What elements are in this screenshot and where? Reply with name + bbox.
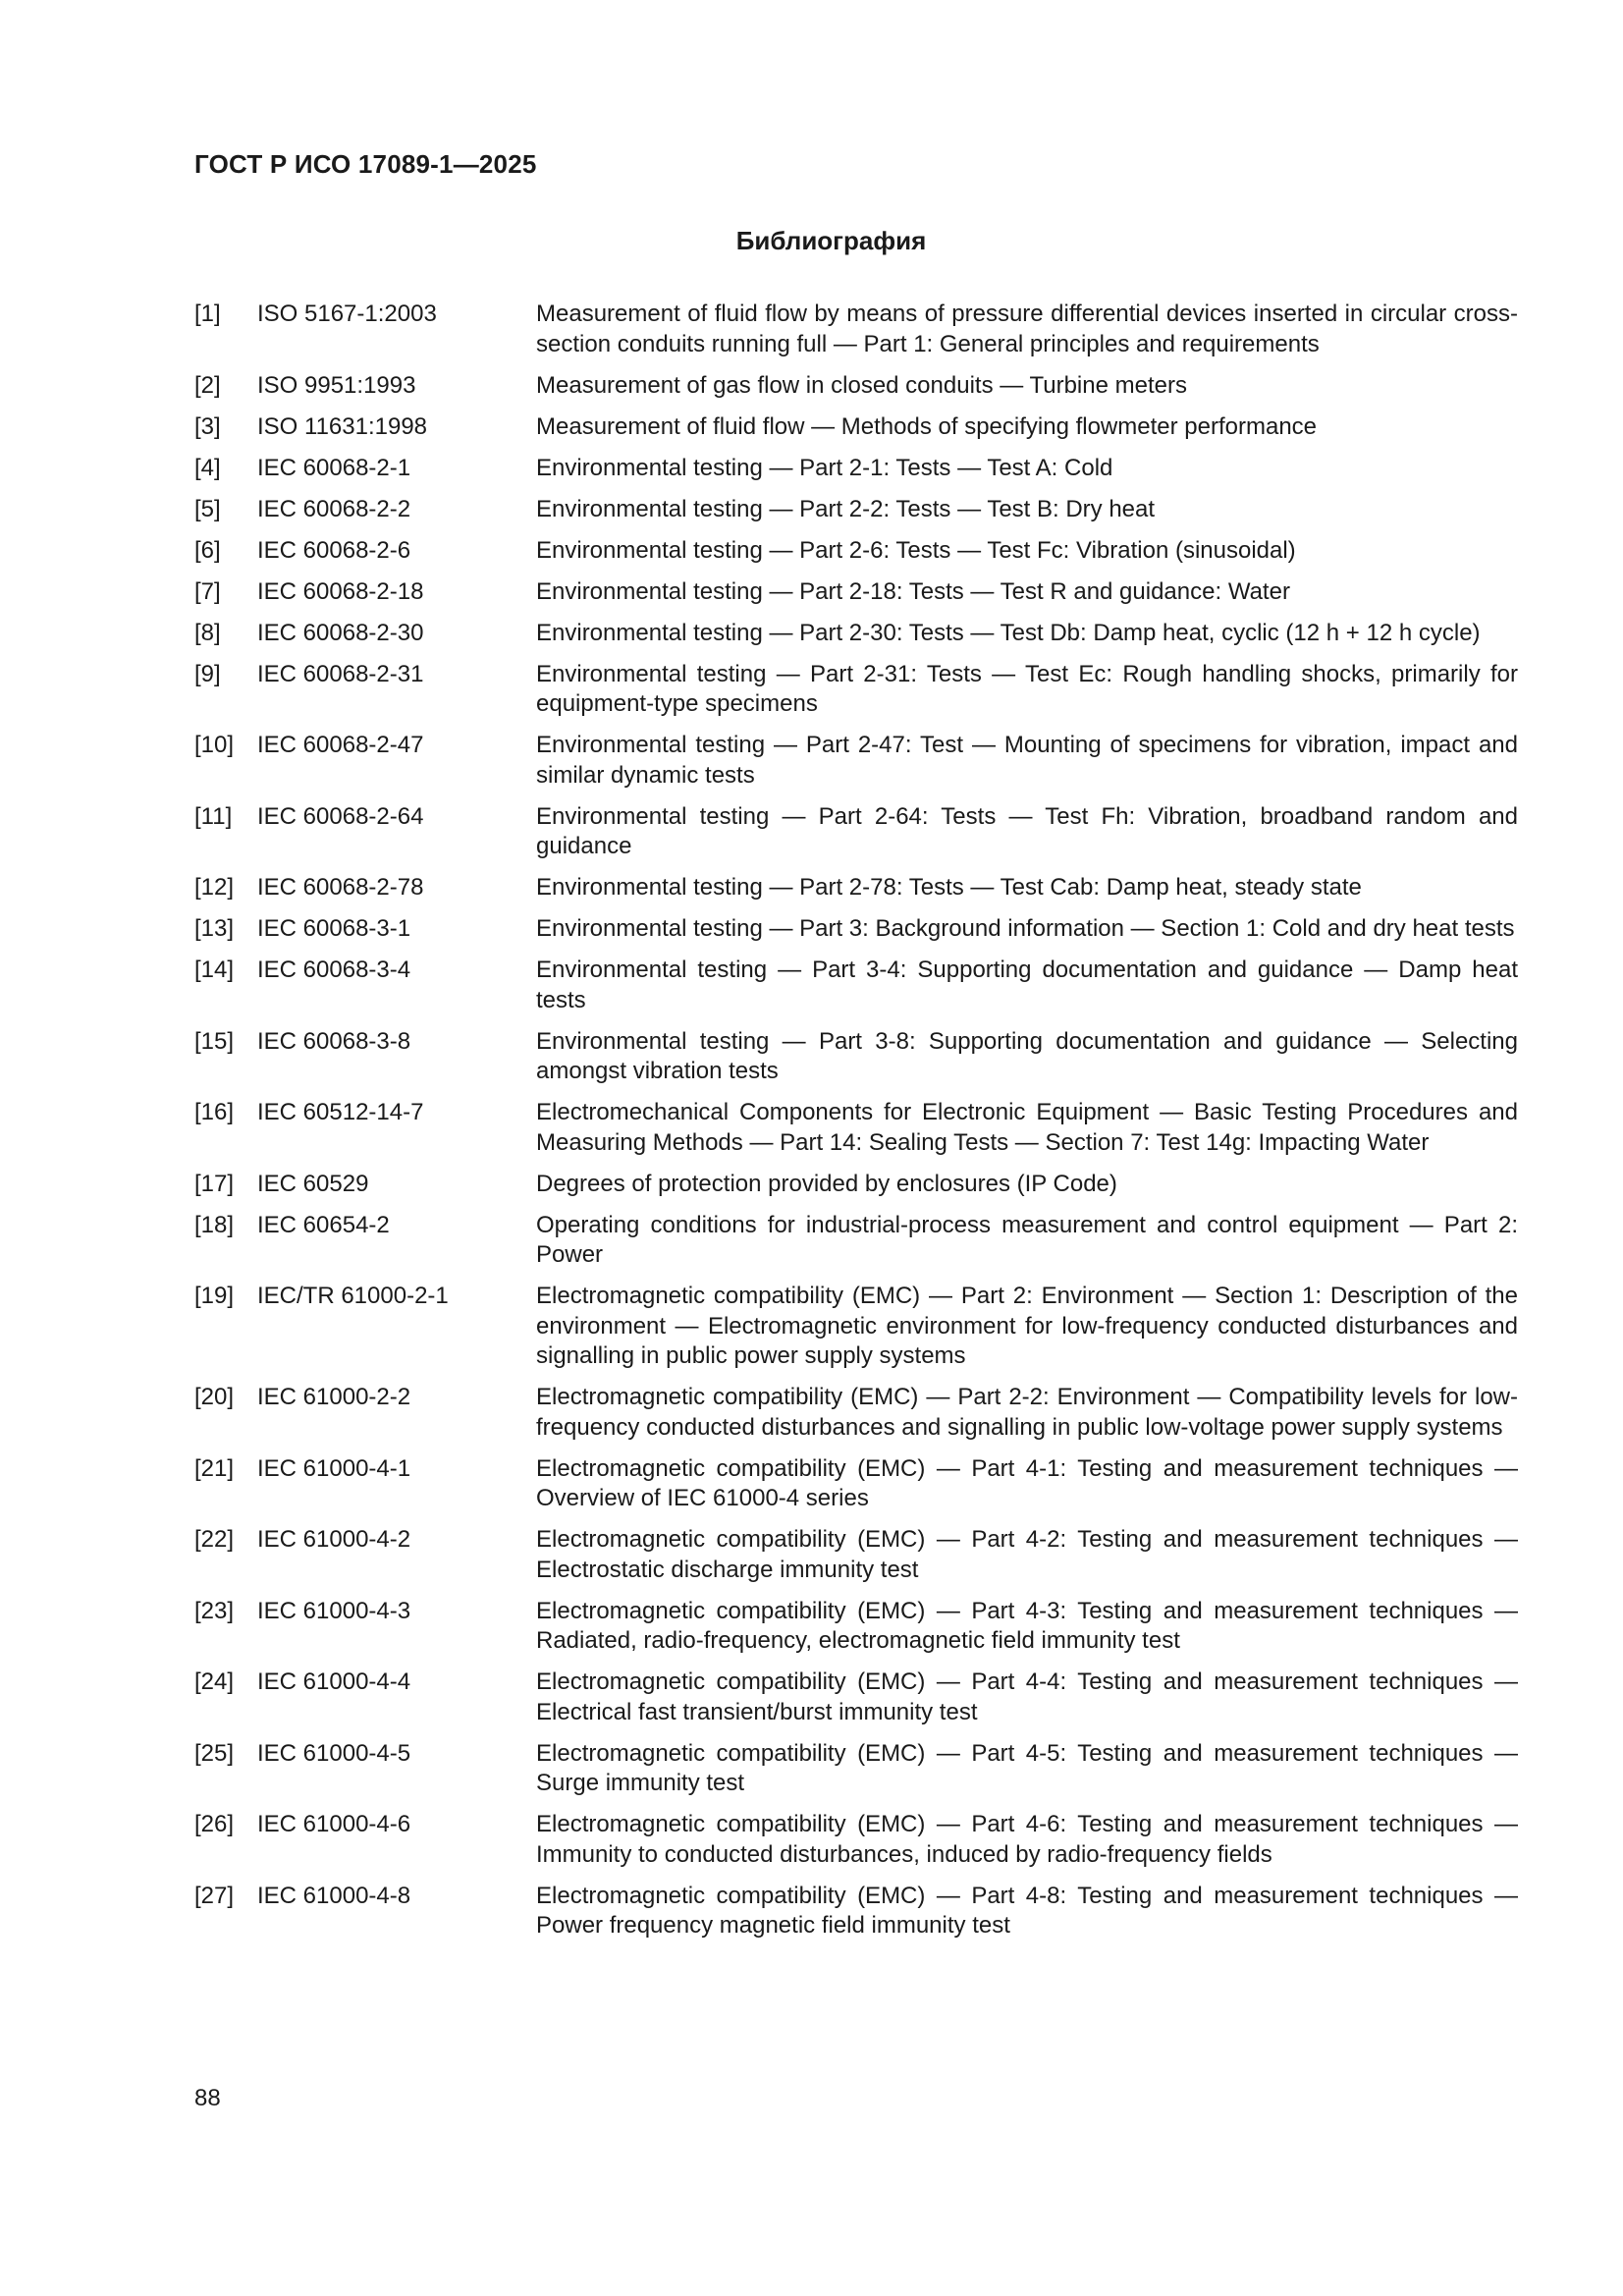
reference-standard-code: IEC 60068-2-31 <box>257 660 424 687</box>
reference-standard-code: IEC/TR 61000-2-1 <box>257 1283 449 1309</box>
reference-number: [22] <box>194 1526 235 1553</box>
reference-title: Measurement of fluid flow by means of pressure differential devices inserted in circular cross-section conduits running full — Part 1: General principles and requirements <box>536 301 1518 357</box>
reference-title: Electromagnetic compatibility (EMC) — Part 4-1: Testing and measurement techniques — Overview of IEC 61000-4 series <box>536 1454 1518 1511</box>
reference-number: [16] <box>194 1099 235 1125</box>
reference-title: Electromagnetic compatibility (EMC) — Part 2-2: Environment — Compatibility levels for low-frequency conducted disturbances and signalling in public low-voltage power supply systems <box>536 1384 1518 1441</box>
reference-standard-code: IEC 61000-4-6 <box>257 1811 411 1837</box>
reference-title: Measurement of fluid flow — Methods of specifying flowmeter performance <box>536 412 1318 440</box>
reference-entry <box>194 1170 1518 1200</box>
reference-entry <box>194 371 1518 402</box>
reference-number: [20] <box>194 1384 235 1410</box>
reference-number: [13] <box>194 915 235 942</box>
reference-title: Measurement of gas flow in closed conduits — Turbine meters <box>536 371 1187 399</box>
reference-title: Electromagnetic compatibility (EMC) — Part 2: Environment — Section 1: Description of the environment — Electromagnetic environment for low-frequency conducted disturbances and signalling in public power supply systems <box>536 1283 1518 1369</box>
reference-title: Degrees of protection provided by enclosures (IP Code) <box>536 1170 1117 1197</box>
reference-standard-code: IEC 61000-4-2 <box>257 1526 411 1553</box>
reference-number: [6] <box>194 536 221 564</box>
reference-standard-code: IEC 60529 <box>257 1170 369 1197</box>
reference-entry <box>194 660 1518 720</box>
reference-number: [26] <box>194 1811 235 1837</box>
reference-number: [7] <box>194 577 221 605</box>
reference-number: [18] <box>194 1211 235 1238</box>
reference-title: Environmental testing — Part 2-64: Tests — Test Fh: Vibration, broadband random and guidance <box>536 802 1518 859</box>
reference-entry <box>194 577 1518 608</box>
reference-entry <box>194 1211 1518 1271</box>
reference-number: [17] <box>194 1170 235 1197</box>
reference-number: [9] <box>194 660 221 687</box>
reference-standard-code: ISO 5167-1:2003 <box>257 301 437 327</box>
reference-title: Electromagnetic compatibility (EMC) — Part 4-3: Testing and measurement techniques — Radiated, radio-frequency, electromagnetic field immunity test <box>536 1597 1518 1654</box>
reference-number: [10] <box>194 732 235 758</box>
reference-title: Electromechanical Components for Electronic Equipment — Basic Testing Procedures and Measuring Methods — Part 14: Sealing Tests — Section 7: Test 14g: Impacting Water <box>536 1099 1518 1156</box>
reference-title: Environmental testing — Part 3-8: Supporting documentation and guidance — Selecting amongst vibration tests <box>536 1027 1518 1084</box>
reference-standard-code: IEC 60068-2-6 <box>257 536 411 564</box>
reference-entry <box>194 300 1518 359</box>
reference-entry <box>194 454 1518 484</box>
reference-number: [24] <box>194 1668 235 1695</box>
reference-entry <box>194 536 1518 567</box>
reference-title: Environmental testing — Part 3: Background information — Section 1: Cold and dry heat tests <box>536 915 1515 942</box>
reference-entry <box>194 1667 1518 1727</box>
reference-standard-code: IEC 61000-4-4 <box>257 1668 411 1695</box>
document-code-header: ГОСТ Р ИСО 17089-1—2025 <box>194 149 537 179</box>
reference-entry <box>194 1525 1518 1585</box>
reference-title: Electromagnetic compatibility (EMC) — Part 4-5: Testing and measurement techniques — Surge immunity test <box>536 1739 1518 1796</box>
reference-number: [21] <box>194 1454 235 1482</box>
reference-number: [23] <box>194 1597 235 1624</box>
reference-entry <box>194 731 1518 791</box>
reference-entry <box>194 1739 1518 1799</box>
reference-title: Electromagnetic compatibility (EMC) — Part 4-6: Testing and measurement techniques — Immunity to conducted disturbances, induced by radio-frequency fields <box>536 1811 1518 1868</box>
reference-standard-code: IEC 60068-3-1 <box>257 915 411 942</box>
reference-standard-code: IEC 60068-2-2 <box>257 495 411 522</box>
reference-entry <box>194 1454 1518 1514</box>
reference-entry <box>194 1882 1518 1941</box>
reference-title: Environmental testing — Part 2-2: Tests — Test B: Dry heat <box>536 495 1156 522</box>
reference-number: [25] <box>194 1739 235 1767</box>
reference-standard-code: IEC 61000-4-5 <box>257 1739 411 1767</box>
reference-number: [2] <box>194 371 221 399</box>
reference-entry <box>194 1597 1518 1657</box>
reference-title: Environmental testing — Part 2-6: Tests — Test Fc: Vibration (sinusoidal) <box>536 536 1296 564</box>
reference-entry <box>194 873 1518 903</box>
reference-standard-code: IEC 61000-4-3 <box>257 1597 411 1624</box>
reference-entry <box>194 619 1518 649</box>
reference-number: [27] <box>194 1882 235 1909</box>
reference-entry <box>194 802 1518 862</box>
bibliography-title: Библиография <box>735 226 927 255</box>
reference-title: Environmental testing — Part 2-1: Tests — Test A: Cold <box>536 454 1113 481</box>
reference-standard-code: IEC 60068-2-78 <box>257 874 424 901</box>
reference-number: [8] <box>194 619 221 646</box>
reference-entry <box>194 495 1518 525</box>
reference-title: Environmental testing — Part 2-47: Test — Mounting of specimens for vibration, impact and similar dynamic tests <box>536 732 1518 789</box>
reference-standard-code: IEC 60068-2-18 <box>257 577 424 605</box>
reference-number: [19] <box>194 1283 235 1309</box>
reference-standard-code: IEC 60068-2-47 <box>257 732 424 758</box>
reference-standard-code: IEC 61000-4-1 <box>257 1454 411 1482</box>
reference-standard-code: IEC 60512-14-7 <box>257 1099 424 1125</box>
reference-standard-code: IEC 60068-2-1 <box>257 454 411 481</box>
reference-number: [12] <box>194 874 235 901</box>
reference-entry <box>194 1027 1518 1087</box>
reference-number: [4] <box>194 454 221 481</box>
reference-standard-code: ISO 9951:1993 <box>257 371 416 399</box>
reference-title: Operating conditions for industrial-process measurement and control equipment — Part 2: Power <box>536 1211 1518 1268</box>
reference-number: [11] <box>194 802 233 830</box>
reference-number: [5] <box>194 495 221 522</box>
reference-title: Electromagnetic compatibility (EMC) — Part 4-4: Testing and measurement techniques — Electrical fast transient/burst immunity test <box>536 1668 1518 1725</box>
reference-title: Electromagnetic compatibility (EMC) — Part 4-2: Testing and measurement techniques — Electrostatic discharge immunity test <box>536 1526 1518 1583</box>
page-number: 88 <box>194 2085 221 2111</box>
reference-standard-code: ISO 11631:1998 <box>257 412 428 440</box>
reference-standard-code: IEC 61000-4-8 <box>257 1882 411 1909</box>
reference-title: Environmental testing — Part 2-18: Tests — Test R and guidance: Water <box>536 577 1290 605</box>
reference-number: [3] <box>194 412 221 440</box>
reference-entry <box>194 1282 1518 1372</box>
reference-entry <box>194 956 1518 1015</box>
reference-standard-code: IEC 60068-2-30 <box>257 619 424 646</box>
reference-title: Environmental testing — Part 2-78: Tests — Test Cab: Damp heat, steady state <box>536 874 1362 901</box>
reference-entry <box>194 412 1518 443</box>
reference-entry <box>194 1383 1518 1443</box>
reference-entry <box>194 1098 1518 1158</box>
reference-number: [14] <box>194 957 235 983</box>
reference-title: Environmental testing — Part 2-30: Tests — Test Db: Damp heat, cyclic (12 h + 12 h cycle) <box>536 619 1481 646</box>
reference-standard-code: IEC 60068-3-8 <box>257 1027 411 1055</box>
reference-standard-code: IEC 60068-2-64 <box>257 802 424 830</box>
reference-list <box>194 300 1518 1952</box>
reference-entry <box>194 914 1518 945</box>
reference-standard-code: IEC 61000-2-2 <box>257 1384 411 1410</box>
reference-title: Environmental testing — Part 3-4: Supporting documentation and guidance — Damp heat tests <box>536 957 1518 1013</box>
reference-number: [15] <box>194 1027 235 1055</box>
reference-title: Environmental testing — Part 2-31: Tests — Test Ec: Rough handling shocks, primarily for equipment-type specimens <box>536 660 1518 717</box>
reference-standard-code: IEC 60654-2 <box>257 1211 390 1238</box>
reference-standard-code: IEC 60068-3-4 <box>257 957 411 983</box>
reference-title: Electromagnetic compatibility (EMC) — Part 4-8: Testing and measurement techniques — Power frequency magnetic field immunity test <box>536 1882 1518 1939</box>
reference-number: [1] <box>194 301 221 327</box>
reference-entry <box>194 1810 1518 1870</box>
